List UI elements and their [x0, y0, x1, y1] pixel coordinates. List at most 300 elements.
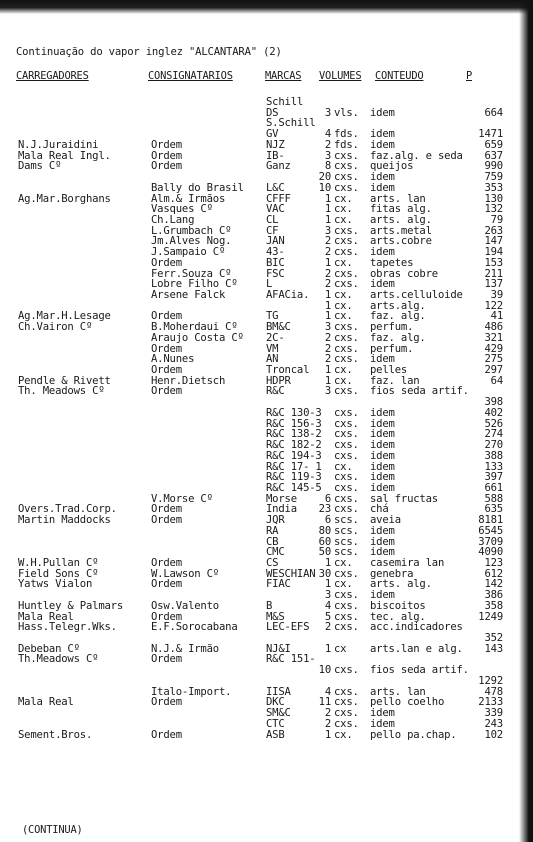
cell-mark: NJ&I: [266, 642, 291, 655]
cell-unit: cx.: [334, 364, 353, 376]
cell-consignee: Ordem: [151, 342, 182, 355]
cell-content: fios seda artif.: [370, 664, 469, 677]
cell-content: sal fructas: [370, 492, 438, 505]
cell-consignee: Ordem: [151, 728, 182, 741]
cell-consignee: Bally do Brasil: [151, 181, 244, 194]
cell-weight: 664: [484, 106, 503, 119]
cell-weight: 147: [484, 235, 503, 248]
cell-qty: 23: [318, 503, 331, 516]
cell-qty: 11: [318, 696, 331, 709]
cell-shipper: N.J.Juraidini: [18, 138, 99, 151]
cell-content: idem: [370, 278, 395, 291]
cell-qty: 2: [324, 707, 331, 719]
cell-mark: JAN: [266, 235, 285, 248]
cell-mark: LEC-EFS: [266, 621, 310, 634]
cell-unit: cx.: [334, 460, 353, 473]
cell-content: arts.metal: [370, 224, 432, 237]
cell-weight: 429: [484, 342, 503, 355]
cell-unit: cxs.: [334, 471, 359, 484]
cell-qty: 3: [324, 589, 331, 602]
cell-mark: IISA: [266, 685, 291, 698]
cell-consignee: Ordem: [151, 514, 182, 527]
cell-unit: scs.: [334, 535, 359, 548]
cell-mark: WESCHIAN: [266, 567, 316, 580]
cell-weight: 153: [484, 256, 503, 269]
cell-mark: VAC: [266, 203, 285, 216]
cell-consignee: Ordem: [151, 138, 182, 151]
cell-unit: cxs.: [334, 567, 359, 580]
cell-consignee: V.Morse Cº: [151, 492, 213, 505]
cell-weight: 41: [490, 310, 503, 323]
cell-content: arts. lan: [370, 192, 426, 205]
cell-weight: 137: [484, 278, 503, 291]
cell-content: idem: [370, 471, 395, 484]
cell-unit: fds.: [334, 138, 359, 151]
cell-consignee: Lobre Filho Cº: [151, 278, 238, 291]
cell-qty: 8: [324, 160, 331, 173]
cell-content: fios seda artif.: [370, 385, 469, 398]
cell-weight: 358: [484, 599, 503, 612]
cell-qty: 2: [324, 353, 331, 366]
cell-weight: 6545: [478, 524, 503, 537]
cell-shipper: Mala Real Ingl.: [18, 149, 111, 162]
cell-unit: cxs.: [334, 696, 359, 709]
cell-consignee: Ordem: [151, 503, 182, 516]
cell-content: acc.indicadores: [370, 621, 463, 634]
page-top-edge-shadow: [0, 0, 533, 14]
cell-unit: scs.: [334, 546, 359, 559]
cell-qty: 10: [318, 664, 331, 677]
cell-mark: R&C 145-5: [266, 481, 322, 494]
cell-shipper: Field Sons Cº: [18, 567, 99, 580]
cell-consignee: N.J.& Irmão: [151, 642, 219, 655]
cell-weight: 661: [484, 481, 503, 494]
cell-shipper: Sement.Bros.: [18, 728, 93, 741]
cell-consignee: Italo-Import.: [151, 685, 232, 698]
cell-unit: cxs.: [334, 278, 359, 291]
cell-weight: 133: [484, 460, 503, 473]
cell-qty: 6: [324, 492, 331, 505]
cell-shipper: Overs.Trad.Corp.: [18, 503, 117, 516]
cell-consignee: E.F.Sorocabana: [151, 621, 238, 634]
cell-weight: 398: [484, 396, 503, 409]
cell-content: tapetes: [370, 256, 414, 269]
cell-qty: 1: [324, 299, 331, 312]
cell-shipper: Th.Meadows Cº: [18, 653, 99, 666]
cell-weight: 123: [484, 557, 503, 569]
cell-mark: L: [266, 278, 273, 291]
cell-mark: BM&C: [266, 321, 291, 334]
cell-mark: CFFF: [266, 192, 291, 205]
cell-mark: BIC: [266, 256, 285, 269]
cell-unit: cxs.: [334, 406, 359, 419]
cell-shipper: Yatws Vialon: [18, 578, 93, 591]
cell-qty: 2: [324, 278, 331, 291]
document-title: Continuação do vapor inglez "ALCANTARA" (2): [16, 46, 282, 58]
cell-mark: S.Schill: [266, 117, 316, 130]
column-header-volumes: VOLUMES: [319, 70, 362, 82]
cell-shipper: Mala Real: [18, 696, 74, 709]
cell-shipper: Dams Cº: [18, 160, 62, 173]
cell-content: idem: [370, 707, 395, 719]
cell-weight: 759: [484, 171, 503, 183]
cell-consignee: Ordem: [151, 610, 182, 623]
cell-content: aveia: [370, 514, 401, 527]
cell-qty: 2: [324, 267, 331, 280]
cell-unit: fds.: [334, 128, 359, 141]
cell-content: faz. alg.: [370, 310, 426, 323]
cell-qty: 1: [324, 578, 331, 591]
cell-consignee: Araujo Costa Cº: [151, 331, 244, 344]
column-header-marks: MARCAS: [265, 70, 302, 82]
cell-weight: 486: [484, 321, 503, 334]
cell-qty: 3: [324, 321, 331, 334]
cell-mark: R&C 151-: [266, 653, 316, 666]
cell-weight: 1471: [478, 128, 503, 141]
cell-content: arts. lan: [370, 685, 426, 698]
cell-mark: HDPR: [266, 374, 291, 387]
cell-mark: AFACia.: [266, 289, 310, 301]
page-right-edge-shadow: [519, 0, 533, 842]
cell-weight: 64: [490, 374, 503, 387]
cell-unit: cxs.: [334, 171, 359, 183]
cell-unit: cx.: [334, 256, 353, 269]
cell-mark: AN: [266, 353, 279, 366]
cell-unit: cxs.: [334, 717, 359, 730]
cell-unit: cx.: [334, 310, 353, 323]
cell-qty: 60: [318, 535, 331, 548]
cell-mark: 43-: [266, 246, 285, 259]
cell-weight: 1249: [478, 610, 503, 623]
cell-content: idem: [370, 589, 395, 602]
cell-content: arts.alg.: [370, 299, 426, 312]
column-header-consignees: CONSIGNATARIOS: [148, 70, 233, 82]
cell-consignee: B.Moherdaui Cº: [151, 321, 238, 334]
cell-unit: cxs.: [334, 439, 359, 451]
cell-mark: SM&C: [266, 707, 291, 719]
cell-unit: cx.: [334, 213, 353, 226]
cell-weight: 526: [484, 417, 503, 430]
cell-unit: cx.: [334, 578, 353, 591]
cell-content: idem: [370, 717, 395, 730]
cell-content: perfum.: [370, 321, 414, 334]
cell-unit: cxs.: [334, 417, 359, 430]
cell-content: idem: [370, 181, 395, 194]
cell-content: arts.cobre: [370, 235, 432, 248]
cell-content: idem: [370, 460, 395, 473]
cell-qty: 3: [324, 106, 331, 119]
cell-shipper: Ag.Mar.Borghans: [18, 192, 111, 205]
cell-consignee: L.Grumbach Cº: [151, 224, 232, 237]
cell-content: arts.celluloide: [370, 289, 463, 301]
cell-unit: cxs.: [334, 685, 359, 698]
cell-unit: cx: [334, 642, 347, 655]
cell-content: idem: [370, 246, 395, 259]
cell-mark: R&C 194-3: [266, 449, 322, 462]
cell-consignee: Arsene Falck: [151, 289, 226, 301]
cell-unit: cx.: [334, 203, 353, 216]
cell-weight: 388: [484, 449, 503, 462]
cell-qty: 1: [324, 557, 331, 569]
cell-qty: 3: [324, 149, 331, 162]
cell-qty: 4: [324, 685, 331, 698]
column-header-shippers: CARREGADORES: [16, 70, 89, 82]
cell-consignee: W.Lawson Cº: [151, 567, 219, 580]
cell-unit: cxs.: [334, 503, 359, 516]
cell-weight: 386: [484, 589, 503, 602]
cell-mark: R&C 119-3: [266, 471, 322, 484]
cell-consignee: Alm.& Irmãos: [151, 192, 226, 205]
cell-mark: CL: [266, 213, 279, 226]
cell-weight: 263: [484, 224, 503, 237]
cell-weight: 352: [484, 632, 503, 644]
cell-mark: JQR: [266, 514, 285, 527]
cell-weight: 122: [484, 299, 503, 312]
cell-unit: cxs.: [334, 224, 359, 237]
cell-weight: 321: [484, 331, 503, 344]
cell-qty: 1: [324, 642, 331, 655]
cell-shipper: Pendle & Rivett: [18, 374, 111, 387]
cell-unit: scs.: [334, 524, 359, 537]
cell-weight: 132: [484, 203, 503, 216]
cell-weight: 612: [484, 567, 503, 580]
cell-content: idem: [370, 106, 395, 119]
cell-mark: R&C 138-2: [266, 428, 322, 441]
cell-content: faz. lan: [370, 374, 420, 387]
cell-mark: ASB: [266, 728, 285, 741]
cell-weight: 297: [484, 364, 503, 376]
cell-mark: DKC: [266, 696, 285, 709]
cell-unit: cxs.: [334, 492, 359, 505]
cell-mark: R&C 130-3: [266, 406, 322, 419]
cell-mark: IB-: [266, 149, 285, 162]
cell-shipper: Ag.Mar.H.Lesage: [18, 310, 111, 323]
cell-content: pello coelho: [370, 696, 445, 709]
cell-qty: 1: [324, 374, 331, 387]
cell-mark: CTC: [266, 717, 285, 730]
cell-consignee: Ordem: [151, 149, 182, 162]
cell-mark: Troncal: [266, 364, 310, 376]
cell-qty: 3: [324, 224, 331, 237]
cell-consignee: Ordem: [151, 653, 182, 666]
cell-unit: cxs.: [334, 342, 359, 355]
cell-unit: cxs.: [334, 353, 359, 366]
cell-qty: 10: [318, 181, 331, 194]
continued-footer: (CONTINUA): [22, 824, 83, 836]
cell-qty: 4: [324, 128, 331, 141]
cell-content: arts.lan e alg.: [370, 642, 463, 655]
cell-qty: 50: [318, 546, 331, 559]
cell-content: idem: [370, 428, 395, 441]
cell-qty: 5: [324, 610, 331, 623]
cell-content: queijos: [370, 160, 414, 173]
cell-weight: 353: [484, 181, 503, 194]
cell-unit: cx.: [334, 192, 353, 205]
cell-unit: cxs.: [334, 449, 359, 462]
cell-mark: India: [266, 503, 297, 516]
cell-weight: 4090: [478, 546, 503, 559]
cell-weight: 8181: [478, 514, 503, 527]
cell-qty: 6: [324, 514, 331, 527]
cell-consignee: Ordem: [151, 578, 182, 591]
cell-consignee: Ordem: [151, 696, 182, 709]
cell-unit: cx.: [334, 374, 353, 387]
cell-content: idem: [370, 128, 395, 141]
column-header-weight: P: [466, 70, 473, 82]
cell-consignee: Ordem: [151, 385, 182, 398]
cell-qty: 2: [324, 342, 331, 355]
cell-mark: Ganz: [266, 160, 291, 173]
cell-unit: cxs.: [334, 160, 359, 173]
cell-qty: 30: [318, 567, 331, 580]
cell-mark: R&C 17- 1: [266, 460, 322, 473]
cell-weight: 130: [484, 192, 503, 205]
cell-weight: 274: [484, 428, 503, 441]
cell-mark: CB: [266, 535, 279, 548]
cell-content: idem: [370, 138, 395, 151]
cell-shipper: Hass.Telegr.Wks.: [18, 621, 117, 634]
cell-weight: 659: [484, 138, 503, 151]
cell-mark: GV: [266, 128, 279, 141]
cell-weight: 142: [484, 578, 503, 591]
cell-consignee: Ordem: [151, 364, 182, 376]
cell-unit: cxs.: [334, 235, 359, 248]
cell-qty: 80: [318, 524, 331, 537]
cell-qty: 1: [324, 728, 331, 741]
cell-unit: cxs.: [334, 385, 359, 398]
cell-content: faz. alg.: [370, 331, 426, 344]
cell-mark: FIAC: [266, 578, 291, 591]
cell-unit: cx.: [334, 289, 353, 301]
cell-consignee: Ordem: [151, 256, 182, 269]
cell-content: idem: [370, 353, 395, 366]
cell-unit: cxs.: [334, 149, 359, 162]
cell-weight: 194: [484, 246, 503, 259]
cell-qty: 1: [324, 364, 331, 376]
cell-content: obras cobre: [370, 267, 438, 280]
cell-weight: 1292: [478, 674, 503, 687]
cell-weight: 637: [484, 149, 503, 162]
cell-mark: FSC: [266, 267, 285, 280]
cell-weight: 2133: [478, 696, 503, 709]
cell-qty: 2: [324, 235, 331, 248]
cell-weight: 635: [484, 503, 503, 516]
cell-consignee: Ch.Lang: [151, 213, 195, 226]
cell-unit: cxs.: [334, 246, 359, 259]
cell-consignee: Ferr.Souza Cº: [151, 267, 232, 280]
cell-shipper: W.H.Pullan Cº: [18, 557, 99, 569]
cell-qty: 2: [324, 621, 331, 634]
cell-content: idem: [370, 546, 395, 559]
cell-qty: 2: [324, 717, 331, 730]
cell-shipper: Martin Maddocks: [18, 514, 111, 527]
cell-unit: cxs.: [334, 331, 359, 344]
cell-unit: cxs.: [334, 481, 359, 494]
cell-content: idem: [370, 171, 395, 183]
cell-content: pelles: [370, 364, 408, 376]
cell-weight: 143: [484, 642, 503, 655]
cell-mark: R&C 182-2: [266, 439, 322, 451]
cell-consignee: J.Sampaio Cº: [151, 246, 226, 259]
cell-unit: cx.: [334, 728, 353, 741]
cell-consignee: Ordem: [151, 310, 182, 323]
cell-unit: vls.: [334, 106, 359, 119]
cell-weight: 79: [490, 213, 503, 226]
cell-shipper: Ch.Vairon Cº: [18, 321, 93, 334]
cell-unit: cxs.: [334, 267, 359, 280]
cell-weight: 990: [484, 160, 503, 173]
cell-unit: cxs.: [334, 181, 359, 194]
cell-mark: CMC: [266, 546, 285, 559]
cell-qty: 2: [324, 331, 331, 344]
cell-content: idem: [370, 417, 395, 430]
cell-mark: B: [266, 599, 273, 612]
cell-weight: 102: [484, 728, 503, 741]
cell-content: idem: [370, 439, 395, 451]
cell-unit: cxs.: [334, 610, 359, 623]
cell-weight: 397: [484, 471, 503, 484]
cell-unit: cxs.: [334, 707, 359, 719]
cell-content: idem: [370, 449, 395, 462]
cell-mark: L&C: [266, 181, 285, 194]
cell-unit: cxs.: [334, 664, 359, 677]
cell-consignee: A.Nunes: [151, 353, 195, 366]
cell-content: perfum.: [370, 342, 414, 355]
cell-unit: cx.: [334, 299, 353, 312]
cell-shipper: Debeban Cº: [18, 642, 80, 655]
cell-consignee: Vasques Cº: [151, 203, 213, 216]
cell-weight: 339: [484, 707, 503, 719]
cell-weight: 275: [484, 353, 503, 366]
cell-qty: 1: [324, 213, 331, 226]
cell-unit: cxs.: [334, 599, 359, 612]
cell-weight: 402: [484, 406, 503, 419]
cell-unit: cxs.: [334, 428, 359, 441]
cell-content: biscoitos: [370, 599, 426, 612]
cell-content: casemira lan: [370, 557, 445, 569]
cell-content: fitas alg.: [370, 203, 432, 216]
cell-content: arts. alg.: [370, 578, 432, 591]
cell-weight: 3709: [478, 535, 503, 548]
cell-qty: 20: [318, 171, 331, 183]
cell-content: genebra: [370, 567, 414, 580]
cell-shipper: Mala Real: [18, 610, 74, 623]
cell-content: idem: [370, 535, 395, 548]
cell-mark: Schill: [266, 96, 304, 108]
cell-shipper: Th. Meadows Cº: [18, 385, 105, 398]
cell-shipper: Huntley & Palmars: [18, 599, 124, 612]
cell-qty: 2: [324, 138, 331, 151]
cell-content: faz.alg. e seda: [370, 149, 463, 162]
cell-weight: 270: [484, 439, 503, 451]
cell-weight: 478: [484, 685, 503, 698]
cell-consignee: Henr.Dietsch: [151, 374, 226, 387]
cell-content: idem: [370, 406, 395, 419]
cell-mark: DS: [266, 106, 279, 119]
cell-mark: CF: [266, 224, 279, 237]
cell-unit: cxs.: [334, 589, 359, 602]
cell-content: idem: [370, 524, 395, 537]
cell-content: idem: [370, 481, 395, 494]
cell-unit: cxs.: [334, 321, 359, 334]
cell-unit: cxs.: [334, 621, 359, 634]
cell-consignee: Ordem: [151, 557, 182, 569]
cell-mark: R&C: [266, 385, 285, 398]
cell-content: arts. alg.: [370, 213, 432, 226]
cell-weight: 39: [490, 289, 503, 301]
cell-consignee: Ordem: [151, 160, 182, 173]
cell-mark: RA: [266, 524, 279, 537]
